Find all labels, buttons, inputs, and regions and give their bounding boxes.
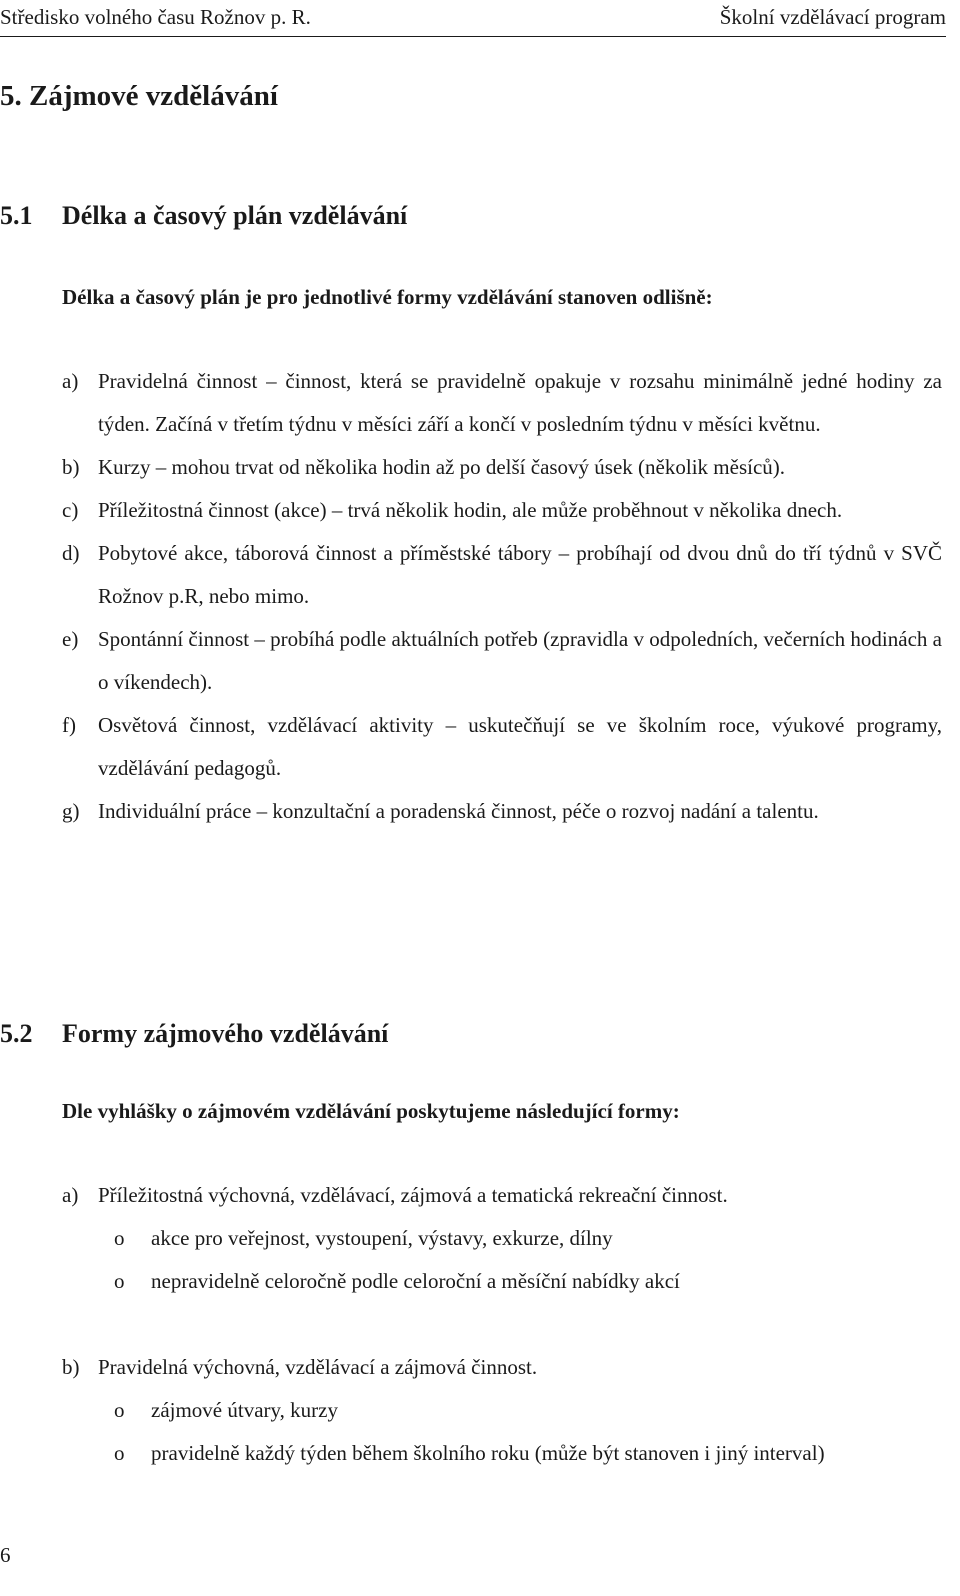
section-number: 5.2 [0, 1019, 33, 1048]
list-item [62, 489, 942, 532]
bullet-marker: o [114, 1269, 125, 1293]
header-document-title: Školní vzdělávací program [719, 5, 946, 29]
list-text: Příležitostná výchovná, vzdělávací, zájmová a tematická rekreační činnost. [98, 1183, 728, 1207]
bullet-marker: o [114, 1441, 125, 1465]
section-title: Délka a časový plán vzdělávání [62, 201, 408, 230]
list-marker: b) [62, 455, 80, 479]
bullet-text: zájmové útvary, kurzy [151, 1398, 338, 1422]
forms-list-b [62, 1346, 942, 1389]
section-number: 5.1 [0, 201, 33, 230]
list-item [62, 790, 942, 833]
header-rule [0, 36, 946, 37]
list-marker: c) [62, 498, 79, 522]
list-item [62, 1174, 942, 1217]
list-item [62, 1346, 942, 1389]
chapter-title: 5. Zájmové vzdělávání [0, 80, 278, 112]
list-marker: b) [62, 1355, 80, 1379]
list-text: Pobytové akce, táborová činnost a příměstské tábory – probíhají od dvou dnů do tří týdnů v SVČ Rožnov p.R, nebo mimo. [98, 541, 942, 608]
page-number: 6 [0, 1543, 11, 1567]
forms-list-a [62, 1174, 942, 1217]
bullet-marker: o [114, 1398, 125, 1422]
list-marker: f) [62, 713, 76, 737]
section-title: Formy zájmového vzdělávání [62, 1019, 389, 1048]
forms-sublist-a [114, 1217, 942, 1303]
list-marker: d) [62, 541, 80, 565]
list-item [62, 704, 942, 790]
bullet-item [114, 1432, 942, 1475]
bullet-item [114, 1389, 942, 1432]
bullet-text: pravidelně každý týden během školního roku (může být stanoven i jiný interval) [151, 1441, 825, 1465]
section-lead: Dle vyhlášky o zájmovém vzdělávání poskytujeme následující formy: [62, 1099, 680, 1123]
list-item [62, 446, 942, 489]
list-text: Pravidelná výchovná, vzdělávací a zájmová činnost. [98, 1355, 538, 1379]
list-marker: g) [62, 799, 80, 823]
list-item [62, 532, 942, 618]
list-text: Osvětová činnost, vzdělávací aktivity – uskutečňují se ve školním roce, výukové programy, vzdělávání pedagogů. [98, 713, 942, 780]
list-text: Příležitostná činnost (akce) – trvá několik hodin, ale může proběhnout v několika dnech. [98, 498, 843, 522]
section-heading [0, 200, 407, 232]
list-item [62, 360, 942, 446]
list-text: Kurzy – mohou trvat od několika hodin až po delší časový úsek (několik měsíců). [98, 455, 786, 479]
bullet-item [114, 1217, 942, 1260]
bullet-item [114, 1260, 942, 1303]
duration-list [62, 360, 942, 833]
bullet-marker: o [114, 1226, 125, 1250]
list-marker: e) [62, 627, 79, 651]
list-marker: a) [62, 1183, 79, 1207]
bullet-text: nepravidelně celoročně podle celoroční a měsíční nabídky akcí [151, 1269, 680, 1293]
list-text: Individuální práce – konzultační a poradenská činnost, péče o rozvoj nadání a talentu. [98, 799, 819, 823]
list-text: Spontánní činnost – probíhá podle aktuálních potřeb (zpravidla v odpoledních, večerních hodinách a o víkendech). [98, 627, 942, 694]
section-lead: Délka a časový plán je pro jednotlivé formy vzdělávání stanoven odlišně: [62, 285, 713, 309]
header-organization: Středisko volného času Rožnov p. R. [0, 5, 311, 29]
forms-sublist-b [114, 1389, 942, 1475]
list-text: Pravidelná činnost – činnost, která se pravidelně opakuje v rozsahu minimálně jedné hodiny za týden. Začíná v třetím týdnu v měsíci září a končí v posledním týdnu v měsíci květnu. [98, 369, 942, 436]
section-heading [0, 1018, 388, 1050]
list-marker: a) [62, 369, 79, 393]
list-item [62, 618, 942, 704]
bullet-text: akce pro veřejnost, vystoupení, výstavy, exkurze, dílny [151, 1226, 613, 1250]
